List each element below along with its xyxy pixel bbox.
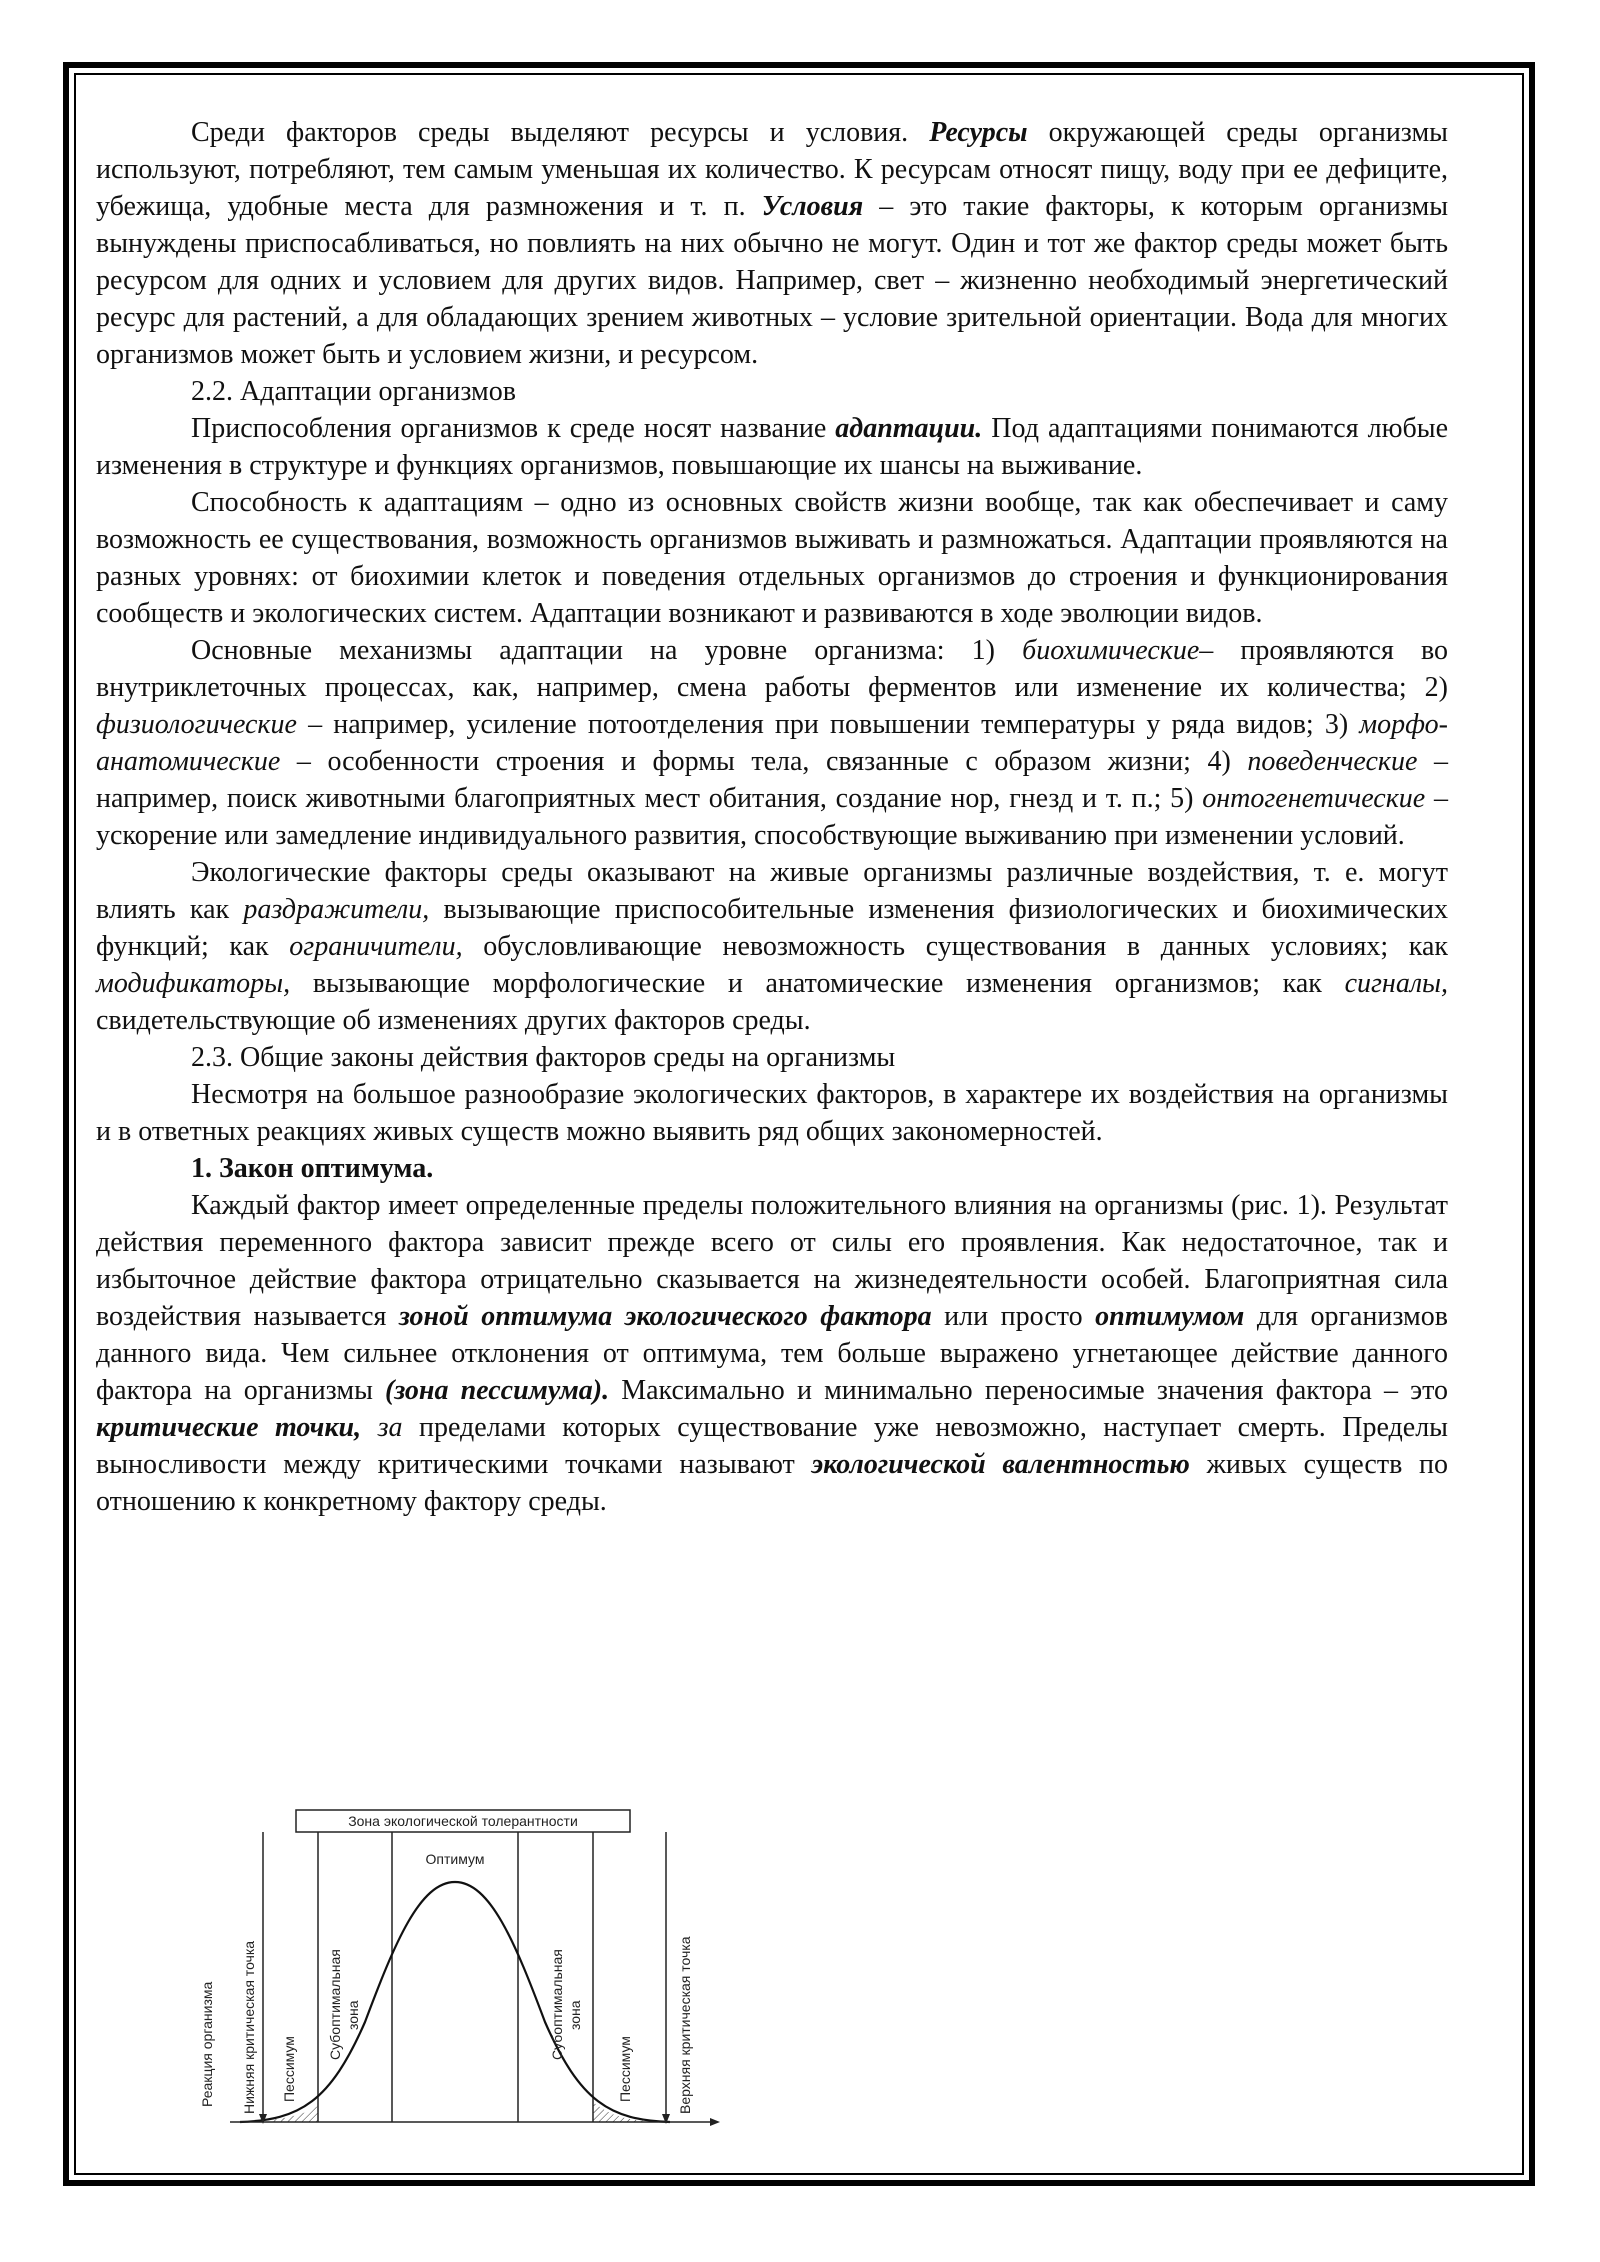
paragraph-adaptation-mechanisms: Основные механизмы адаптации на уровне организма: 1) биохимические– проявляются во внутриклеточных процессах, как, например, смена работы ферментов или изменение их количества; 2) физиологические – например, усиление потоотделения при повышении температуры у ряда видов; 3) морфо-анатомические – особенности строения и формы тела, связанные с образом жизни; 4) поведенческие – например, поиск животными благоприятных мест обитания, создание нор, гнезд и т. п.; 5) онтогенетические – ускорение или замедление индивидуального развития, способствующие выживанию при изменении условий.: [96, 635, 1449, 851]
paragraph-law-optimum: Каждый фактор имеет определенные пределы положительного влияния на организмы (рис. 1). Результат действия переменного фактора зависит прежде всего от силы его проявления. Как недостаточное, так и избыточное действие фактора отрицательно сказывается на жизнедеятельности особей. Благоприятная сила воздействия называется зоной оптимума экологического фактора или просто оптимумом для организмов данного вида. Чем сильнее отклонения от оптимума, тем больше выражено угнетающее действие данного фактора на организмы (зона пессимума). Максимально и минимально переносимые значения фактора – это критические точки, за пределами которых существование уже невозможно, наступает смерть. Пределы выносливости между критическими точками называют экологической валентностью живых существ по отношению к конкретному фактору среды.: [96, 1190, 1449, 1517]
section-heading-2-3: 2.3. Общие законы действия факторов среды на организмы: [191, 1042, 896, 1073]
y-axis-label: Реакция организма: [199, 1981, 215, 2107]
pessimum-left-label: Пессимум: [281, 2036, 297, 2102]
paragraph-resources-conditions: Среди факторов среды выделяют ресурсы и условия. Ресурсы окружающей среды организмы используют, потребляют, тем самым уменьшая их количество. К ресурсам относят пищу, воду при ее дефиците, убежища, удобные места для размножения и т. п. Условия – это такие факторы, к которым организмы вынуждены приспосабливаться, но повлиять на них обычно не могут. Один и тот же фактор среды может быть ресурсом для одних и условием для других видов. Например, свет – жизненно необходимый энергетический ресурс для растений, а для обладающих зрением животных – условие зрительной ориентации. Вода для многих организмов может быть и условием жизни, и ресурсом.: [96, 117, 1449, 370]
law-optimum-heading: 1. Закон оптимума.: [191, 1153, 434, 1184]
optimum-law-figure: [190, 1802, 730, 2144]
x-axis-arrow: [710, 2118, 720, 2126]
suboptimal-left-label-1: Субоптимальная: [327, 1949, 343, 2060]
upper-critical-label: Верхняя критическая точка: [677, 1936, 693, 2114]
suboptimal-right-label-1: Субоптимальная: [549, 1949, 565, 2060]
suboptimal-left-label-2: зона: [345, 2000, 361, 2030]
paragraph-adaptation-ability: Способность к адаптациям – одно из основных свойств жизни вообще, так как обеспечивает и саму возможность ее существования, возможность организмов выживать и размножаться. Адаптации проявляются на разных уровнях: от биохимии клеток и поведения отдельных организмов до строения и функционирования сообществ и экологических систем. Адаптации возникают и развиваются в ходе эволюции видов.: [96, 487, 1448, 629]
paragraph-general-laws: Несмотря на большое разнообразие экологических факторов, в характере их воздействия на организмы и в ответных реакциях живых существ можно выявить ряд общих закономерностей.: [96, 1079, 1448, 1147]
term-adaptation: адаптации.: [835, 413, 983, 444]
term-resources: Ресурсы: [929, 117, 1028, 148]
lower-critical-label: Нижняя критическая точка: [241, 1940, 257, 2114]
pessimum-right-label: Пессимум: [617, 2036, 633, 2102]
pessimum-area-left: [268, 2106, 318, 2122]
tolerance-zone-label: Зона экологической толерантности: [348, 1813, 578, 1829]
suboptimal-right-label-2: зона: [567, 2000, 583, 2030]
section-heading-2-2: 2.2. Адаптации организмов: [191, 376, 516, 407]
paragraph-factor-effects: Экологические факторы среды оказывают на живые организмы различные воздействия, т. е. могут влиять как раздражители, вызывающие приспособительные изменения физиологических и биохимических функций; как ограничители, обусловливающие невозможность существования в данных условиях; как модификаторы, вызывающие морфологические и анатомические изменения организмов; как сигналы, свидетельствующие об изменениях других факторов среды.: [96, 857, 1448, 1036]
term-conditions: Условия: [761, 191, 864, 222]
response-curve: [240, 1882, 670, 2122]
optimum-curve-diagram: [190, 1802, 730, 2144]
paragraph-adaptation-definition: Приспособления организмов к среде носят название адаптации. Под адаптациями понимаются любые изменения в структуре и функциях организмов, повышающие их шансы на выживание.: [96, 413, 1448, 481]
optimum-label: Оптимум: [425, 1851, 485, 1867]
document-body: [96, 114, 1448, 1520]
